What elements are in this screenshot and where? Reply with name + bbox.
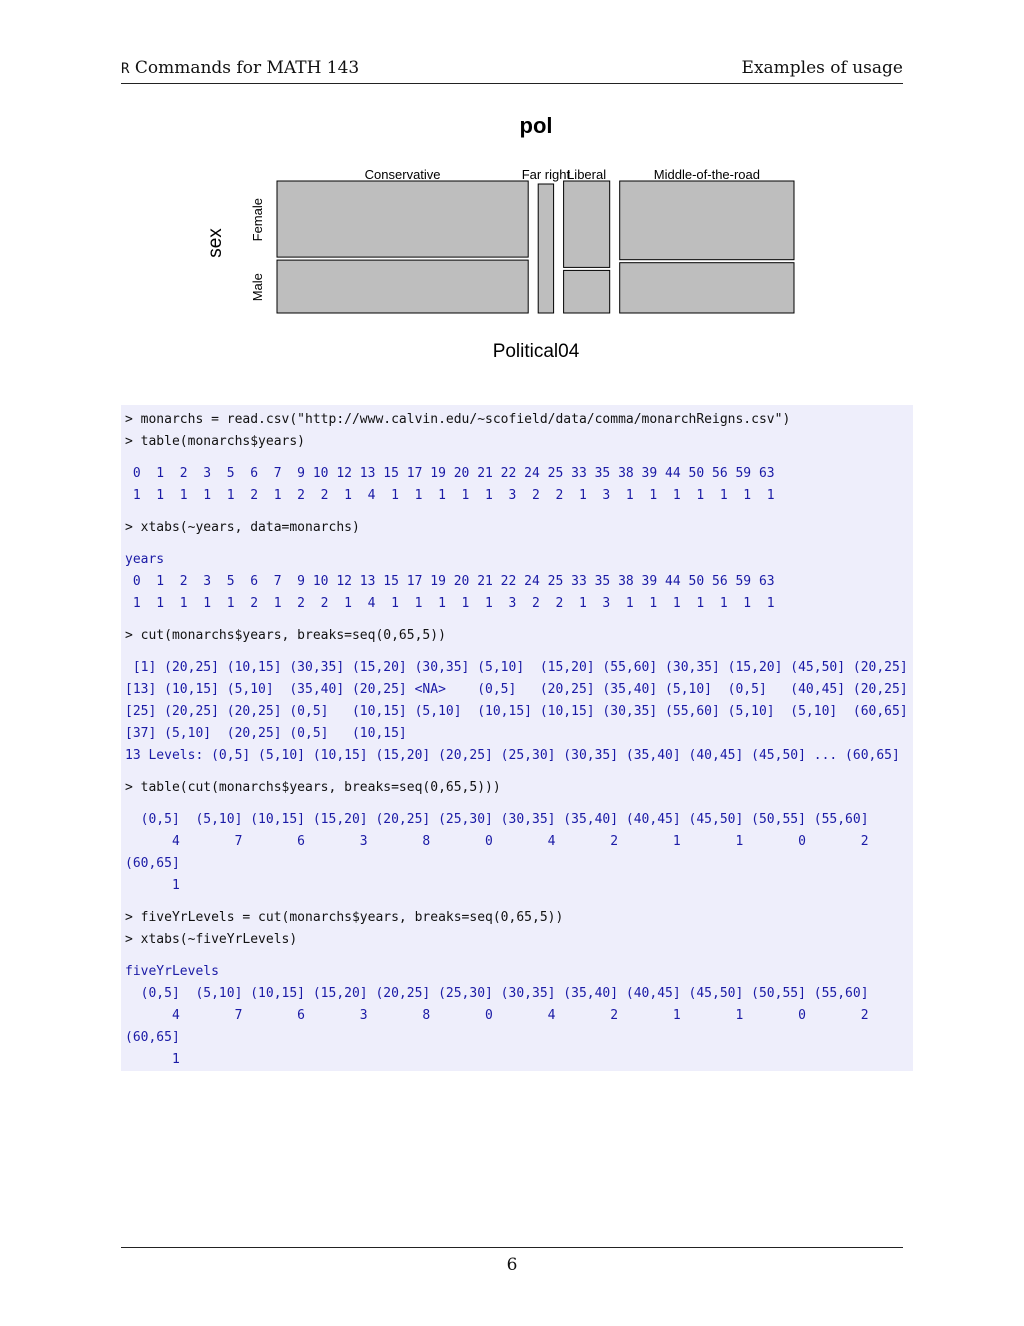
output-line: (60,65] bbox=[125, 1030, 180, 1045]
output-line: 4 7 6 3 8 0 4 2 1 1 0 2 bbox=[125, 1008, 869, 1023]
output-line: 1 1 1 1 1 2 1 2 2 1 4 1 1 1 1 1 3 2 2 1 3 1 1 1 1 1 1 1 bbox=[125, 488, 775, 503]
r-session-transcript bbox=[125, 409, 908, 1071]
x-tick-label: Conservative bbox=[364, 167, 441, 182]
mosaic-plot bbox=[121, 100, 903, 380]
output-line: 0 1 2 3 5 6 7 9 10 12 13 15 17 19 20 21 22 24 25 33 35 38 39 44 50 56 59 63 bbox=[125, 574, 775, 589]
mosaic-cells bbox=[277, 181, 794, 313]
y-tick-label: Male bbox=[250, 273, 265, 302]
output-line: [1] (20,25] (10,15] (30,35] (15,20] (30,35] (5,10] (15,20] (55,60] (30,35] (15,20] (45,50] (20,25] bbox=[125, 660, 908, 675]
mosaic-cell-female bbox=[538, 184, 553, 313]
y-axis-label: sex bbox=[205, 228, 226, 258]
running-header-right: Examples of usage bbox=[741, 58, 903, 78]
output-line: [37] (5,10] (20,25] (0,5] (10,15] bbox=[125, 726, 407, 741]
chart-title: pol bbox=[519, 113, 553, 138]
output-line: 1 1 1 1 1 2 1 2 2 1 4 1 1 1 1 1 3 2 2 1 3 1 1 1 1 1 1 1 bbox=[125, 596, 775, 611]
output-line: [13] (10,15] (5,10] (35,40] (20,25] <NA> (0,5] (20,25] (35,40] (5,10] (0,5] (40,45] (20,25] bbox=[125, 682, 908, 697]
mosaic-cell-female bbox=[620, 181, 794, 260]
header-rule bbox=[121, 83, 903, 84]
running-header-left bbox=[121, 58, 359, 78]
output-line: 4 7 6 3 8 0 4 2 1 1 0 2 bbox=[125, 834, 869, 849]
command-line: > fiveYrLevels = cut(monarchs$years, breaks=seq(0,65,5)) bbox=[125, 910, 564, 925]
output-line: 1 bbox=[125, 878, 180, 893]
output-line: 1 bbox=[125, 1052, 180, 1067]
mosaic-cell-male bbox=[564, 270, 610, 313]
output-line: 0 1 2 3 5 6 7 9 10 12 13 15 17 19 20 21 22 24 25 33 35 38 39 44 50 56 59 63 bbox=[125, 466, 775, 481]
mosaic-cell-male bbox=[620, 263, 794, 313]
output-line: (0,5] (5,10] (10,15] (15,20] (20,25] (25,30] (30,35] (35,40] (40,45] (45,50] (50,55] (55,60] bbox=[125, 986, 869, 1001]
mosaic-cell-female bbox=[564, 181, 610, 267]
command-line: > xtabs(~fiveYrLevels) bbox=[125, 932, 298, 947]
command-line: > xtabs(~years, data=monarchs) bbox=[125, 520, 360, 535]
output-line: (60,65] bbox=[125, 856, 180, 871]
y-tick-label: Female bbox=[250, 198, 265, 242]
output-line: 13 Levels: (0,5] (5,10] (10,15] (15,20] (20,25] (25,30] (30,35] (35,40] (40,45] (45,50] ... (60,65] bbox=[125, 748, 900, 763]
output-line: (0,5] (5,10] (10,15] (15,20] (20,25] (25,30] (30,35] (35,40] (40,45] (45,50] (50,55] (55,60] bbox=[125, 812, 869, 827]
command-line: > table(cut(monarchs$years, breaks=seq(0,65,5))) bbox=[125, 780, 501, 795]
x-tick-label: Liberal bbox=[567, 167, 607, 182]
output-line: years bbox=[125, 552, 165, 567]
x-tick-label: Middle-of-the-road bbox=[653, 167, 761, 182]
x-tick-label: Far right bbox=[521, 167, 571, 182]
output-line: fiveYrLevels bbox=[125, 964, 219, 979]
header-title: Commands for MATH 143 bbox=[134, 58, 360, 78]
page-number: 6 bbox=[506, 1255, 518, 1275]
mosaic-cell-male bbox=[277, 260, 528, 313]
mosaic-cell-female bbox=[277, 181, 528, 257]
command-line: > monarchs = read.csv("http://www.calvin.edu/~scofield/data/comma/monarchReigns.csv") bbox=[125, 412, 791, 427]
command-line: > cut(monarchs$years, breaks=seq(0,65,5)) bbox=[125, 628, 446, 643]
x-tick-labels bbox=[365, 167, 760, 182]
x-axis-label: Political04 bbox=[492, 341, 580, 362]
command-line: > table(monarchs$years) bbox=[125, 434, 306, 449]
r-mono-label: R bbox=[121, 61, 130, 77]
footer-rule bbox=[121, 1247, 903, 1248]
mosaic-plot-figure bbox=[121, 100, 903, 380]
code-output-box bbox=[121, 405, 913, 1071]
y-tick-labels bbox=[250, 198, 265, 301]
output-line: [25] (20,25] (20,25] (0,5] (10,15] (5,10] (10,15] (10,15] (30,35] (55,60] (5,10] (5,10] (60,65] bbox=[125, 704, 908, 719]
